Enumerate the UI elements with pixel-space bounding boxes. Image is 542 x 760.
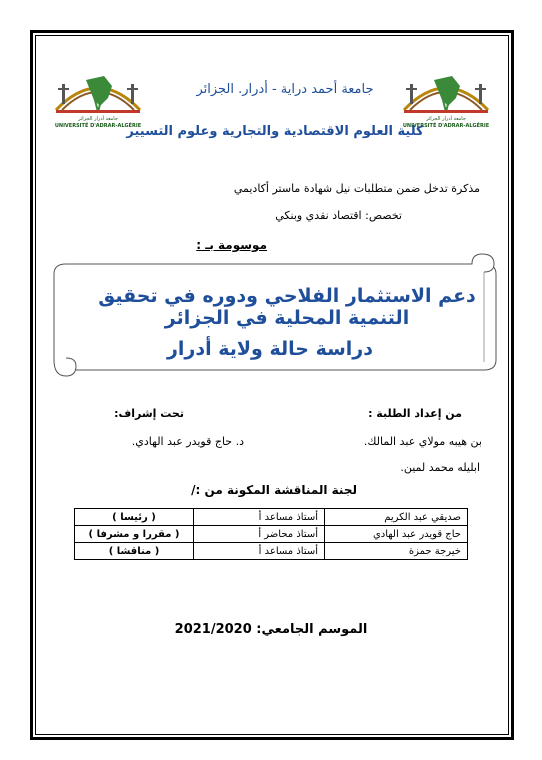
logo-caption-ar: جامعة أدرار الجزائر <box>78 116 118 122</box>
member-role: ( مناقشا ) <box>75 543 194 560</box>
member-name: صديقي عبد الكريم <box>325 509 468 526</box>
student-name-2: ابليله محمد لمين. <box>400 461 480 474</box>
university-logo-left <box>48 62 148 132</box>
faculty-name: كلية العلوم الاقتصادية والتجارية وعلوم التسيير <box>126 124 424 139</box>
member-rank: أستاذ مساعد أ <box>194 543 325 560</box>
university-logo-right <box>396 62 496 132</box>
committee-table <box>74 508 468 560</box>
member-role: ( مقررا و مشرفا ) <box>75 526 194 543</box>
supervisor-name: د. حاج قويدر عبد الهادي. <box>131 435 244 448</box>
logo-caption-fr: UNIVERSITÉ D'ADRAR-ALGÉRIE <box>54 123 142 129</box>
table-row <box>75 526 468 543</box>
member-name: خيرجة حمزة <box>325 543 468 560</box>
member-rank: أستاذ محاضر أ <box>194 526 325 543</box>
university-name: جامعة أحمد دراية - أدرار. الجزائر <box>196 82 374 97</box>
thesis-title-line1: دعم الاستثمار الفلاحي ودوره في تحقيق التنمية المحلية في الجزائر <box>98 285 476 329</box>
member-name: حاج قويدر عبد الهادي <box>325 526 468 543</box>
logo-caption-fr: UNIVERSITÉ D'ADRAR-ALGÉRIE <box>402 123 490 129</box>
student-name-1: بن هيبه مولاي عبد المالك. <box>363 435 482 448</box>
academic-year: الموسم الجامعي: 2021/2020 <box>174 622 368 637</box>
logo-caption-ar: جامعة أدرار الجزائر <box>426 116 466 122</box>
table-row <box>75 543 468 560</box>
titled-label: موسومة بـ : <box>196 238 267 252</box>
supervisor-label: تحت إشراف: <box>114 407 184 420</box>
thesis-title-line2: دراسة حالة ولاية أدرار <box>166 338 373 360</box>
table-row <box>75 509 468 526</box>
member-rank: أستاذ مساعد أ <box>194 509 325 526</box>
memo-statement: مذكرة تدخل ضمن متطلبات نيل شهادة ماستر أكاديمي <box>233 182 480 195</box>
committee-label: لجنة المناقشة المكونة من :/ <box>191 483 357 497</box>
specialization: تخصص: اقتصاد نقدي وبنكي <box>275 209 402 222</box>
member-role: ( رئيسا ) <box>75 509 194 526</box>
students-label: من إعداد الطلبة : <box>368 407 462 420</box>
